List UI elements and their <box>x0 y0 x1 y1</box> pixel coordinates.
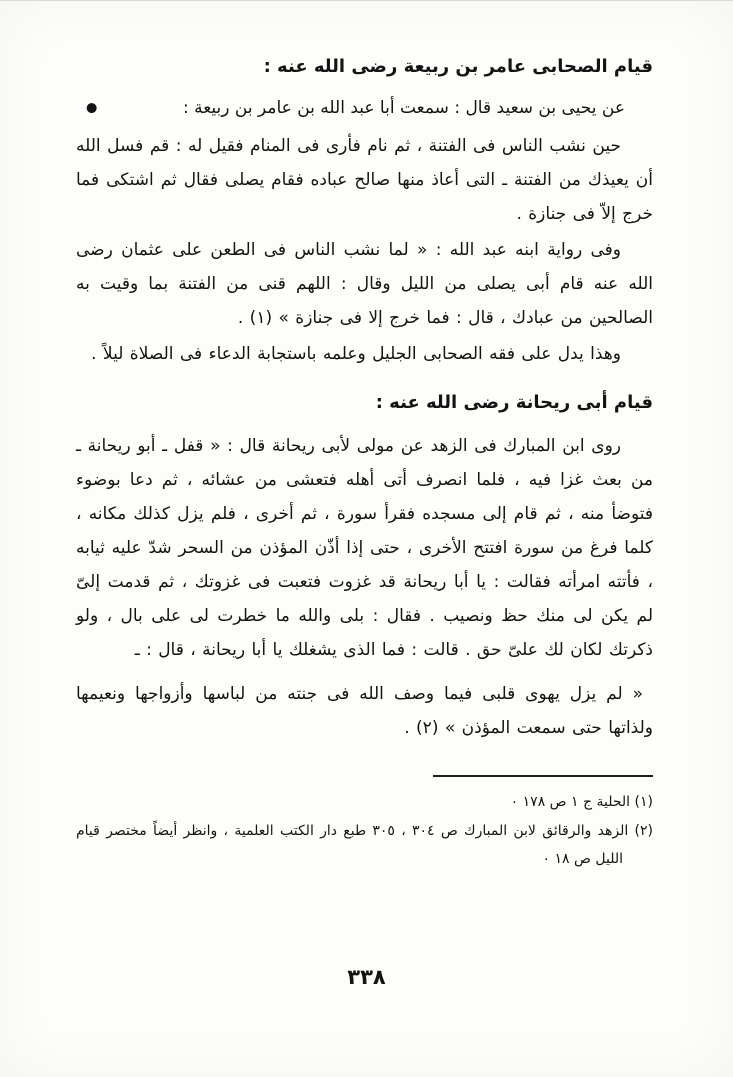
section-heading-abu-rayhana: قيام أبى ريحانة رضى الله عنه : <box>375 392 653 413</box>
section-heading-amir-ibn-rabia: قيام الصحابى عامر بن ربيعة رضى الله عنه : <box>263 56 653 77</box>
paragraph-abu-rayhana-story: روى ابن المبارك فى الزهد عن مولى لأبى ريحانة قال : « قفل ـ أبو ريحانة ـ من بعث غزا فيه ، فلما انصرف أتى أهله فتعشى من عشائه ، ثم دعا بوضوء فتوضأ منه ، ثم قام إلى مسجده فقرأ سورة ، ثم أخرى ، فلم يزل كذلك مكانه ، كلما فرغ من سورة افتتح الأخرى ، حتى إذا أذّن المؤذن من السحر شدّ عليه ثيابه ، فأتته امرأته فقالت : يا أبا ريحانة قد غزوت فتعبت فى غزوتك ، ثم قدمت إلىّ لم يكن لى منك حظ ونصيب . فقال : بلى والله ما خطرت لى على بال ، ولو ذكرتك لكان لك علىّ حق . قالت : فما الذى يشغلك يا أبا ريحانة ، قال : ـ <box>76 436 653 660</box>
isnad-line <box>76 91 653 125</box>
footnotes-block <box>76 789 653 873</box>
isnad-text: عن يحيى بن سعيد قال : سمعت أبا عبد الله بن عامر بن ربيعة : <box>182 98 625 118</box>
footnote-2: (٢) الزهد والرقائق لابن المبارك ص ٣٠٤ ، ٣٠٥ طبع دار الكتب العلمية ، وانظر أيضاً مختصر قيام الليل ص ١٨ ٠ <box>76 823 653 867</box>
footnote-1: (١) الحلية ج ١ ص ١٧٨ ٠ <box>510 794 653 810</box>
paragraph-commentary: وهذا يدل على فقه الصحابى الجليل وعلمه باستجابة الدعاء فى الصلاة ليلاً . <box>91 344 621 364</box>
page-number: ٣٣٨ <box>347 965 386 989</box>
bullet-icon: ● <box>86 100 98 116</box>
footnote-separator <box>433 775 653 777</box>
paragraph-son-narration: وفى رواية ابنه عبد الله : « لما نشب الناس فى الطعن على عثمان رضى الله عنه قام أبى يصلى من الليل وقال : اللهم قنى من الفتنة بما وقيت به الصالحين من عبادك ، قال : فما خرج إلا فى جنازة » (١) . <box>76 240 653 328</box>
quote-paragraph: « لم يزل يهوى قلبى فيما وصف الله فى جنته من لباسها وأزواجها ونعيمها ولذاتها حتى سمعت المؤذن » (٢) . <box>76 684 653 738</box>
paragraph-dream-narration: حين نشب الناس فى الفتنة ، ثم نام فأرى فى المنام فقيل له : قم فسل الله أن يعيذك من الفتنة ـ التى أعاذ منها صالح عباده فقام يصلى فقال ثم اشتكى فما خرج إلاّ فى جنازة . <box>76 136 653 224</box>
